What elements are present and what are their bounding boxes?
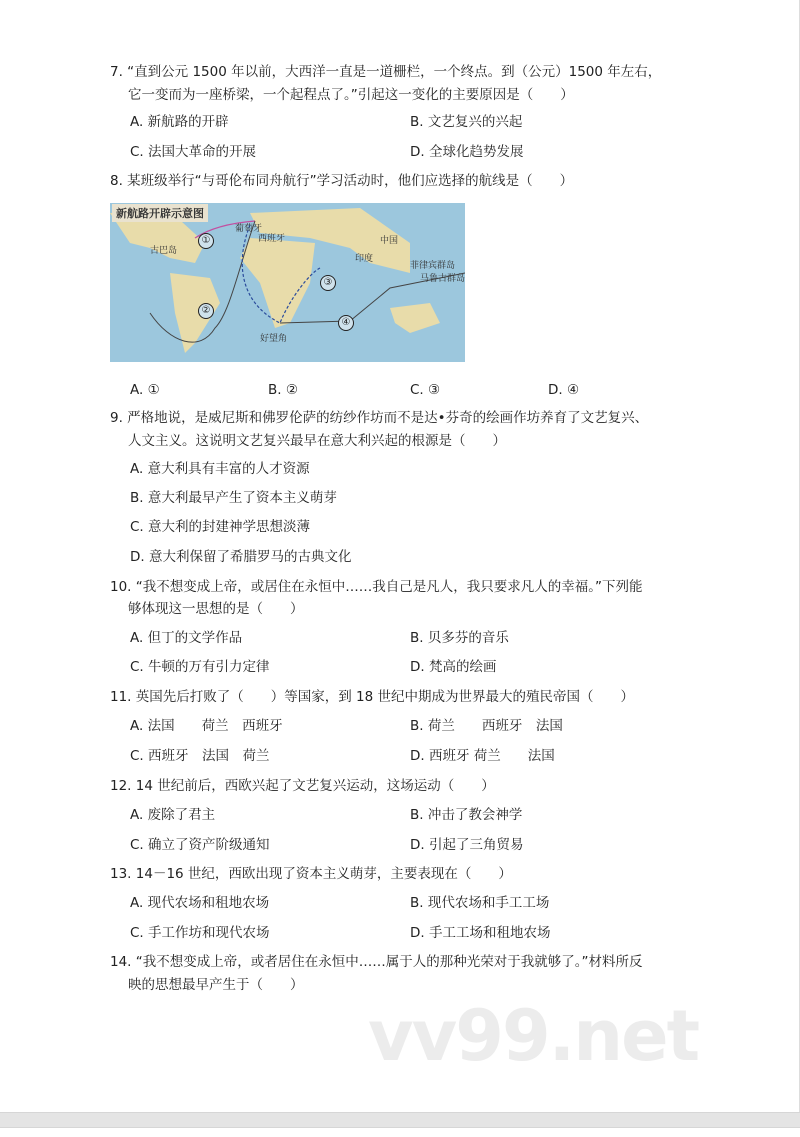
question-8-text: 8. 某班级举行“与哥伦布同舟航行”学习活动时，他们应选择的航线是（ ） <box>110 173 574 189</box>
map-label: 印度 <box>355 254 374 264</box>
route-marker-4: ④ <box>338 315 354 331</box>
route-marker-3: ③ <box>320 275 336 291</box>
map-graphic <box>110 203 465 362</box>
question-10-option: B. 贝多芬的音乐 <box>410 630 509 646</box>
question-13-option: B. 现代农场和手工工场 <box>410 895 550 911</box>
question-12-option: B. 冲击了教会神学 <box>410 807 523 823</box>
question-14-text: 14. “我不想变成上帝，或者居住在永恒中……属于人的那种光荣对于我就够了。”材料所反 <box>110 954 643 970</box>
question-13-option: D. 手工工场和租地农场 <box>410 925 551 941</box>
map-label: 菲律宾群岛 <box>410 261 456 271</box>
question-11-option: D. 西班牙 荷兰 法国 <box>410 748 555 764</box>
question-9-text: 9. 严格地说，是威尼斯和佛罗伦萨的纺纱作坊而不是达•芬奇的绘画作坊养育了文艺复兴、 <box>110 410 649 426</box>
question-14-text: 映的思想最早产生于（ ） <box>128 977 304 993</box>
question-9-option: A. 意大利具有丰富的人才资源 <box>130 461 310 477</box>
question-7-option: A. 新航路的开辟 <box>130 114 229 130</box>
question-9-option: B. 意大利最早产生了资本主义萌芽 <box>130 490 337 506</box>
question-11-option: C. 西班牙 法国 荷兰 <box>130 748 270 764</box>
question-10-text: 10. “我不想变成上帝，或居住在永恒中……我自己是凡人，我只要求凡人的幸福。”下列能 <box>110 579 643 595</box>
question-10-text: 够体现这一思想的是（ ） <box>128 601 304 617</box>
question-11-option: B. 荷兰 西班牙 法国 <box>410 718 563 734</box>
question-8-option: C. ③ <box>410 382 441 398</box>
question-12-text: 12. 14 世纪前后，西欧兴起了文艺复兴运动，这场运动（ ） <box>110 778 495 794</box>
question-13-option: A. 现代农场和租地农场 <box>130 895 270 911</box>
question-13-option: C. 手工作坊和现代农场 <box>130 925 270 941</box>
question-10-option: A. 但丁的文学作品 <box>130 630 243 646</box>
question-13-text: 13. 14－16 世纪，西欧出现了资本主义萌芽，主要表现在（ ） <box>110 866 512 882</box>
map-title: 新航路开辟示意图 <box>112 204 208 222</box>
map-label: 西班牙 <box>258 234 286 244</box>
question-7-text: 7. “直到公元 1500 年以前，大西洋一直是一道栅栏，一个终点。到（公元）1500 年左右， <box>110 64 662 80</box>
question-9-text: 人文主义。这说明文艺复兴最早在意大利兴起的根源是（ ） <box>128 433 506 449</box>
question-9-option: C. 意大利的封建神学思想淡薄 <box>130 519 311 535</box>
question-12-option: A. 废除了君主 <box>130 807 216 823</box>
route-marker-2: ② <box>198 303 214 319</box>
question-12-option: D. 引起了三角贸易 <box>410 837 524 853</box>
question-9-option: D. 意大利保留了希腊罗马的古典文化 <box>130 549 352 565</box>
map-label: 好望角 <box>260 334 288 344</box>
question-7-option: B. 文艺复兴的兴起 <box>410 114 523 130</box>
question-11-option: A. 法国 荷兰 西班牙 <box>130 718 283 734</box>
question-10-option: D. 梵高的绘画 <box>410 659 497 675</box>
map-label: 葡萄牙 <box>235 224 263 234</box>
question-11-text: 11. 英国先后打败了（ ）等国家，到 18 世纪中期成为世界最大的殖民帝国（ ） <box>110 689 635 705</box>
new-sea-routes-map <box>110 203 465 362</box>
question-10-option: C. 牛顿的万有引力定律 <box>130 659 270 675</box>
question-8-option: D. ④ <box>548 382 580 398</box>
map-label: 古巴岛 <box>150 246 178 256</box>
map-label: 马鲁古群岛 <box>420 274 465 284</box>
question-7-text: 它一变而为一座桥梁，一个起程点了。”引起这一变化的主要原因是（ ） <box>128 87 574 103</box>
question-7-option: D. 全球化趋势发展 <box>410 144 524 160</box>
question-8-option: A. ① <box>130 382 160 398</box>
page-separator <box>0 1112 800 1128</box>
question-7-option: C. 法国大革命的开展 <box>130 144 257 160</box>
watermark: vv99.net <box>368 995 699 1077</box>
route-marker-1: ① <box>198 233 214 249</box>
question-12-option: C. 确立了资产阶级通知 <box>130 837 270 853</box>
question-8-option: B. ② <box>268 382 298 398</box>
map-label: 中国 <box>380 236 399 246</box>
